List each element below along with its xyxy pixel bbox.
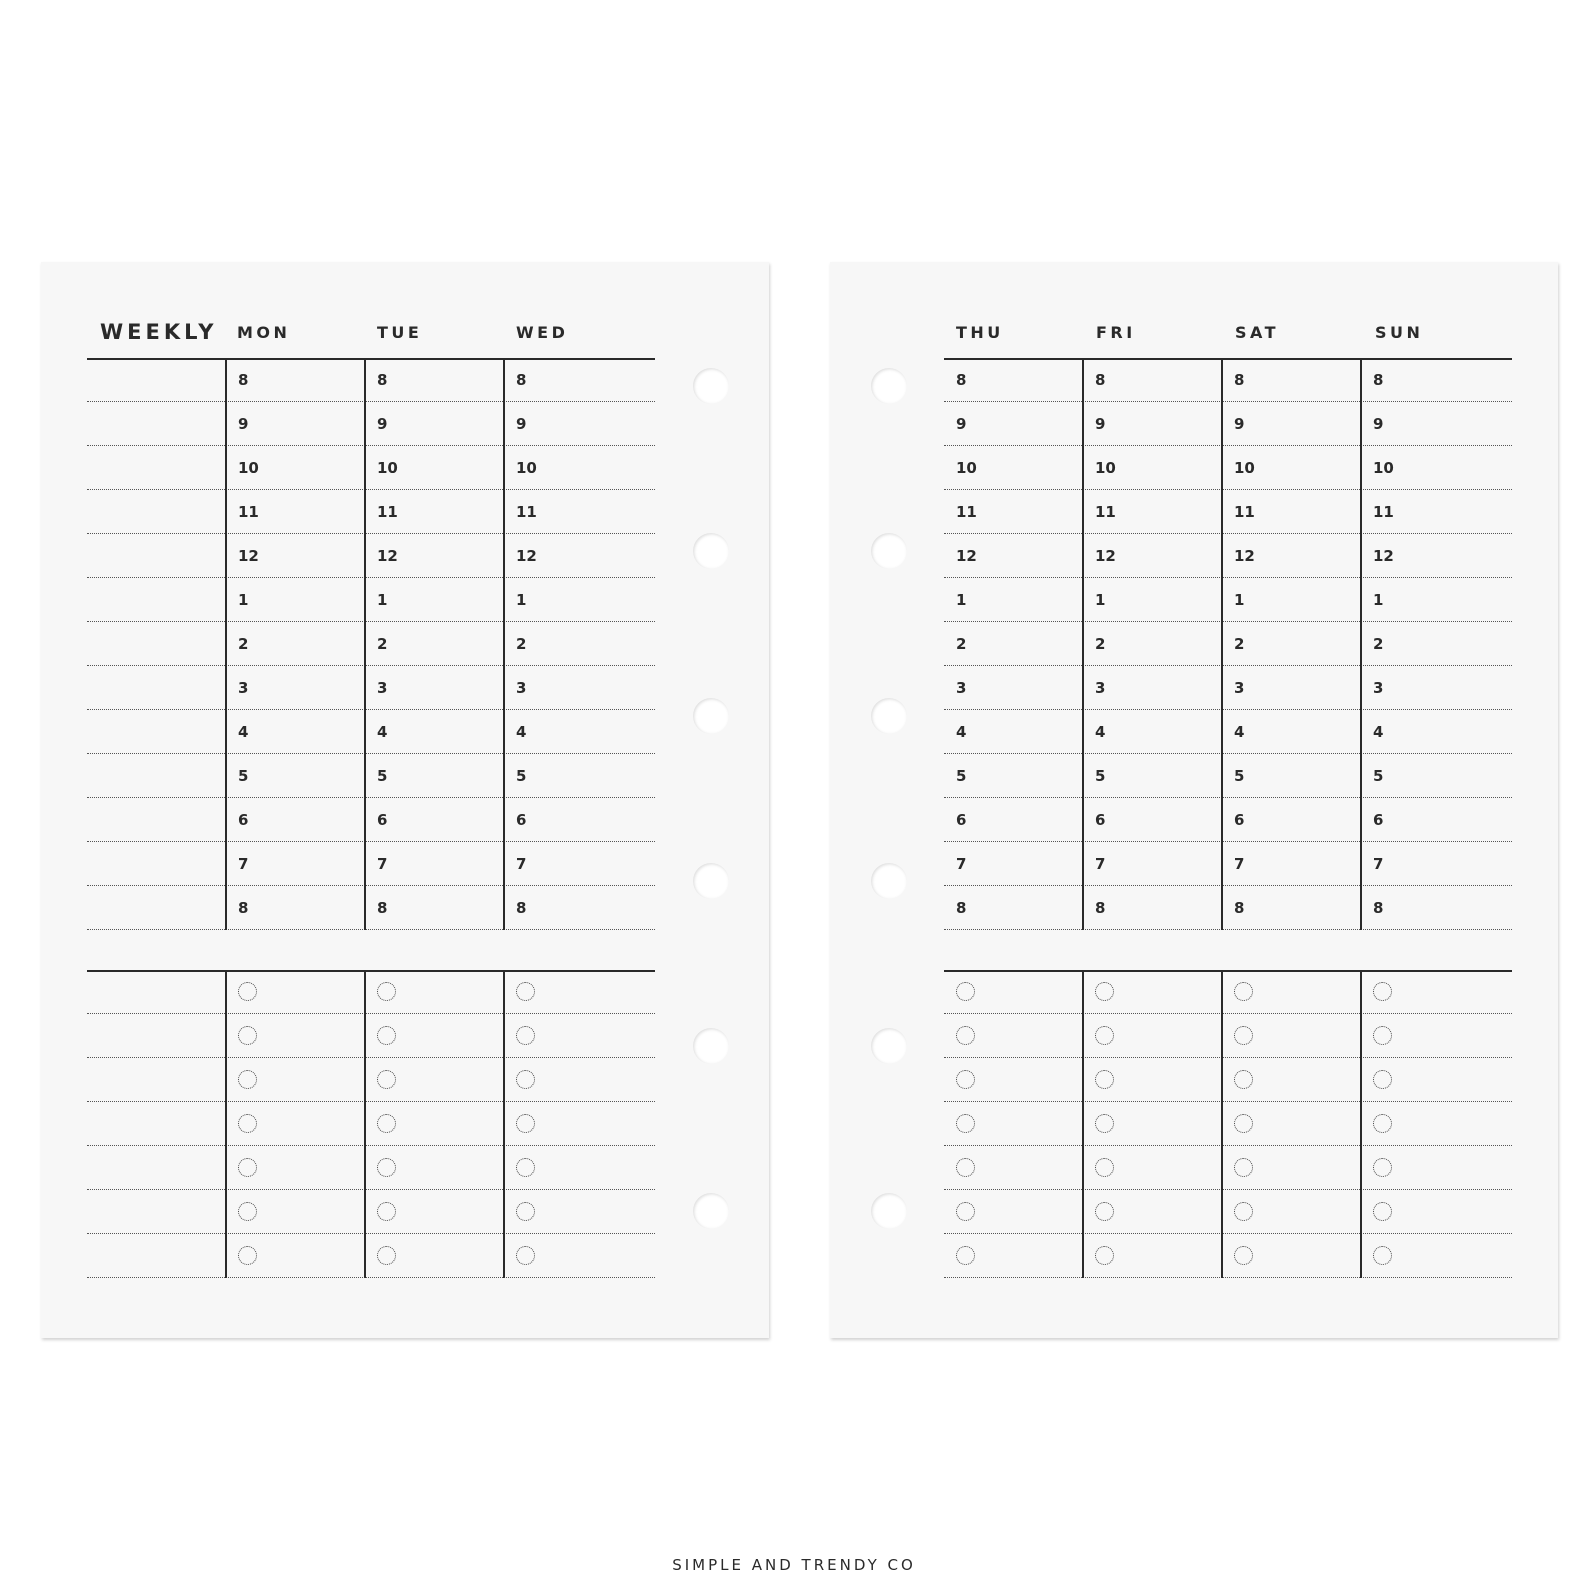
hour-label: 10 (1095, 459, 1116, 477)
hour-label: 11 (238, 503, 259, 521)
checkbox-circle[interactable] (516, 1070, 535, 1089)
checkbox-circle[interactable] (377, 1026, 396, 1045)
hour-row (87, 490, 655, 534)
hour-label: 8 (238, 371, 249, 389)
checkbox-circle[interactable] (1234, 1026, 1253, 1045)
column-divider (1221, 358, 1223, 930)
right-planner-page (830, 262, 1558, 1338)
checkbox-circle[interactable] (516, 1202, 535, 1221)
hour-label: 9 (1373, 415, 1384, 433)
hour-label: 3 (956, 679, 967, 697)
hour-label: 1 (238, 591, 249, 609)
hour-label: 3 (1095, 679, 1106, 697)
checkbox-circle[interactable] (238, 1158, 257, 1177)
hour-label: 8 (1373, 899, 1384, 917)
hour-label: 10 (238, 459, 259, 477)
hour-label: 7 (516, 855, 527, 873)
hour-row (87, 798, 655, 842)
checkbox-circle[interactable] (516, 1026, 535, 1045)
checklist-row (944, 1190, 1512, 1234)
hour-label: 3 (516, 679, 527, 697)
hour-label: 2 (1373, 635, 1384, 653)
hour-label: 4 (377, 723, 388, 741)
checkbox-circle[interactable] (516, 1246, 535, 1265)
checkbox-circle[interactable] (1095, 1114, 1114, 1133)
checkbox-circle[interactable] (516, 982, 535, 1001)
hour-label: 4 (956, 723, 967, 741)
hour-label: 5 (238, 767, 249, 785)
hour-label: 1 (377, 591, 388, 609)
hour-label: 6 (238, 811, 249, 829)
hour-label: 1 (1373, 591, 1384, 609)
checkbox-circle[interactable] (377, 1202, 396, 1221)
binder-hole (693, 698, 729, 734)
hour-label: 9 (1095, 415, 1106, 433)
hour-label: 8 (1234, 899, 1245, 917)
day-header-thu: THU (956, 323, 1004, 342)
hour-label: 8 (956, 371, 967, 389)
binder-hole (871, 368, 907, 404)
day-header-sun: SUN (1375, 323, 1424, 342)
hour-label: 1 (1095, 591, 1106, 609)
checkbox-circle[interactable] (956, 982, 975, 1001)
hour-label: 8 (377, 371, 388, 389)
hour-row (944, 710, 1512, 754)
hour-row (87, 710, 655, 754)
hour-label: 8 (516, 371, 527, 389)
hour-row (87, 666, 655, 710)
day-header-sat: SAT (1235, 323, 1280, 342)
checklist-row (87, 1190, 655, 1234)
checkbox-circle[interactable] (377, 1114, 396, 1133)
checkbox-circle[interactable] (956, 1246, 975, 1265)
checkbox-circle[interactable] (1234, 1202, 1253, 1221)
checkbox-circle[interactable] (1234, 982, 1253, 1001)
hour-row (944, 842, 1512, 886)
checkbox-circle[interactable] (1095, 982, 1114, 1001)
hour-label: 7 (956, 855, 967, 873)
binder-hole (693, 368, 729, 404)
day-header-fri: FRI (1096, 323, 1136, 342)
hour-row (944, 490, 1512, 534)
hour-label: 2 (377, 635, 388, 653)
hour-label: 6 (1234, 811, 1245, 829)
hour-row (87, 886, 655, 930)
checklist-row (87, 1102, 655, 1146)
checklist-row (944, 1058, 1512, 1102)
column-divider (1360, 970, 1362, 1278)
hour-label: 8 (1234, 371, 1245, 389)
hour-label: 8 (956, 899, 967, 917)
hour-label: 9 (956, 415, 967, 433)
hour-label: 11 (956, 503, 977, 521)
hour-label: 5 (1373, 767, 1384, 785)
hour-label: 3 (1373, 679, 1384, 697)
hour-label: 5 (377, 767, 388, 785)
hour-row (944, 798, 1512, 842)
column-divider (503, 970, 505, 1278)
hour-label: 3 (1234, 679, 1245, 697)
hour-label: 3 (377, 679, 388, 697)
hour-label: 5 (1095, 767, 1106, 785)
hour-label: 7 (1095, 855, 1106, 873)
checkbox-circle[interactable] (956, 1114, 975, 1133)
binder-hole (693, 863, 729, 899)
hour-row (87, 754, 655, 798)
checkbox-circle[interactable] (956, 1026, 975, 1045)
hour-row (944, 666, 1512, 710)
hour-row (87, 358, 655, 402)
hour-label: 11 (1095, 503, 1116, 521)
hour-label: 8 (1373, 371, 1384, 389)
hour-row (87, 622, 655, 666)
hour-label: 6 (956, 811, 967, 829)
hour-row (87, 402, 655, 446)
dotted-row-divider (944, 929, 1512, 930)
hour-label: 4 (1095, 723, 1106, 741)
hour-label: 6 (377, 811, 388, 829)
hour-row (944, 886, 1512, 930)
hour-row (944, 622, 1512, 666)
column-divider (364, 358, 366, 930)
weekly-title: WEEKLY (100, 320, 218, 344)
checkbox-circle[interactable] (238, 1202, 257, 1221)
checklist-row (944, 1102, 1512, 1146)
hour-label: 12 (1095, 547, 1116, 565)
checkbox-circle[interactable] (956, 1070, 975, 1089)
checkbox-circle[interactable] (956, 1158, 975, 1177)
hour-label: 4 (1373, 723, 1384, 741)
hour-label: 1 (956, 591, 967, 609)
hour-row (87, 446, 655, 490)
hour-label: 12 (1373, 547, 1394, 565)
day-header-tue: TUE (377, 323, 423, 342)
checkbox-circle[interactable] (956, 1202, 975, 1221)
hour-label: 10 (377, 459, 398, 477)
checkbox-circle[interactable] (516, 1158, 535, 1177)
hour-label: 2 (516, 635, 527, 653)
checkbox-circle[interactable] (238, 1026, 257, 1045)
hour-label: 8 (1095, 899, 1106, 917)
checkbox-circle[interactable] (1095, 1202, 1114, 1221)
checkbox-circle[interactable] (377, 982, 396, 1001)
column-divider (1082, 970, 1084, 1278)
hour-row (87, 578, 655, 622)
hour-label: 12 (238, 547, 259, 565)
checkbox-circle[interactable] (1373, 982, 1392, 1001)
hour-label: 11 (516, 503, 537, 521)
hour-row (944, 534, 1512, 578)
hour-label: 8 (516, 899, 527, 917)
checkbox-circle[interactable] (238, 982, 257, 1001)
hour-row (944, 754, 1512, 798)
checkbox-circle[interactable] (1373, 1026, 1392, 1045)
hour-label: 10 (516, 459, 537, 477)
hour-label: 9 (238, 415, 249, 433)
checkbox-circle[interactable] (1095, 1158, 1114, 1177)
hour-label: 6 (1373, 811, 1384, 829)
dotted-row-divider (87, 1277, 655, 1278)
checkbox-circle[interactable] (377, 1246, 396, 1265)
hour-label: 6 (516, 811, 527, 829)
checkbox-circle[interactable] (238, 1070, 257, 1089)
checklist-row (944, 1014, 1512, 1058)
hour-label: 8 (1095, 371, 1106, 389)
binder-hole (871, 533, 907, 569)
checkbox-circle[interactable] (238, 1246, 257, 1265)
hour-label: 2 (956, 635, 967, 653)
hour-label: 11 (1234, 503, 1255, 521)
hour-label: 10 (956, 459, 977, 477)
checkbox-circle[interactable] (1234, 1158, 1253, 1177)
hour-row (87, 534, 655, 578)
hour-label: 5 (1234, 767, 1245, 785)
hour-label: 11 (1373, 503, 1394, 521)
hour-label: 3 (238, 679, 249, 697)
hour-label: 4 (1234, 723, 1245, 741)
dotted-row-divider (944, 1277, 1512, 1278)
column-divider (225, 970, 227, 1278)
checkbox-circle[interactable] (516, 1114, 535, 1133)
checkbox-circle[interactable] (1095, 1070, 1114, 1089)
day-header-wed: WED (516, 323, 569, 342)
hour-label: 11 (377, 503, 398, 521)
column-divider (1221, 970, 1223, 1278)
hour-row (944, 446, 1512, 490)
hour-label: 7 (1234, 855, 1245, 873)
column-divider (1082, 358, 1084, 930)
checkbox-circle[interactable] (1373, 1070, 1392, 1089)
checkbox-circle[interactable] (1234, 1246, 1253, 1265)
checkbox-circle[interactable] (1095, 1246, 1114, 1265)
checkbox-circle[interactable] (1234, 1114, 1253, 1133)
hour-label: 8 (238, 899, 249, 917)
checkbox-circle[interactable] (377, 1070, 396, 1089)
hour-label: 9 (516, 415, 527, 433)
left-planner-page (41, 262, 769, 1338)
hour-label: 7 (238, 855, 249, 873)
hour-label: 1 (1234, 591, 1245, 609)
hour-label: 12 (956, 547, 977, 565)
checkbox-circle[interactable] (1373, 1202, 1392, 1221)
brand-footer: SIMPLE AND TRENDY CO (672, 1556, 916, 1574)
hour-label: 4 (516, 723, 527, 741)
hour-label: 2 (1095, 635, 1106, 653)
binder-hole (871, 698, 907, 734)
hour-label: 9 (1234, 415, 1245, 433)
checklist-row (87, 1058, 655, 1102)
day-header-mon: MON (237, 323, 291, 342)
hour-row (87, 842, 655, 886)
binder-hole (871, 863, 907, 899)
hour-label: 4 (238, 723, 249, 741)
column-divider (1360, 358, 1362, 930)
hour-label: 6 (1095, 811, 1106, 829)
hour-label: 10 (1373, 459, 1394, 477)
checkbox-circle[interactable] (238, 1114, 257, 1133)
checkbox-circle[interactable] (1373, 1246, 1392, 1265)
binder-hole (693, 1193, 729, 1229)
hour-label: 7 (377, 855, 388, 873)
checkbox-circle[interactable] (1095, 1026, 1114, 1045)
binder-hole (693, 533, 729, 569)
checklist-row (944, 1146, 1512, 1190)
hour-row (944, 358, 1512, 402)
hour-row (944, 578, 1512, 622)
hour-row (944, 402, 1512, 446)
checklist-row (944, 1234, 1512, 1278)
hour-label: 1 (516, 591, 527, 609)
hour-label: 5 (956, 767, 967, 785)
hour-label: 5 (516, 767, 527, 785)
checklist-row (944, 970, 1512, 1014)
column-divider (364, 970, 366, 1278)
dotted-row-divider (87, 929, 655, 930)
checklist-row (87, 970, 655, 1014)
checklist-row (87, 1234, 655, 1278)
checklist-row (87, 1146, 655, 1190)
checklist-row (87, 1014, 655, 1058)
checkbox-circle[interactable] (1373, 1158, 1392, 1177)
binder-hole (871, 1193, 907, 1229)
hour-label: 12 (516, 547, 537, 565)
hour-label: 2 (1234, 635, 1245, 653)
binder-hole (693, 1028, 729, 1064)
hour-label: 8 (377, 899, 388, 917)
hour-label: 7 (1373, 855, 1384, 873)
binder-hole (871, 1028, 907, 1064)
hour-label: 12 (1234, 547, 1255, 565)
hour-label: 12 (377, 547, 398, 565)
checkbox-circle[interactable] (377, 1158, 396, 1177)
hour-label: 2 (238, 635, 249, 653)
hour-label: 10 (1234, 459, 1255, 477)
column-divider (225, 358, 227, 930)
hour-label: 9 (377, 415, 388, 433)
checkbox-circle[interactable] (1234, 1070, 1253, 1089)
checkbox-circle[interactable] (1373, 1114, 1392, 1133)
column-divider (503, 358, 505, 930)
